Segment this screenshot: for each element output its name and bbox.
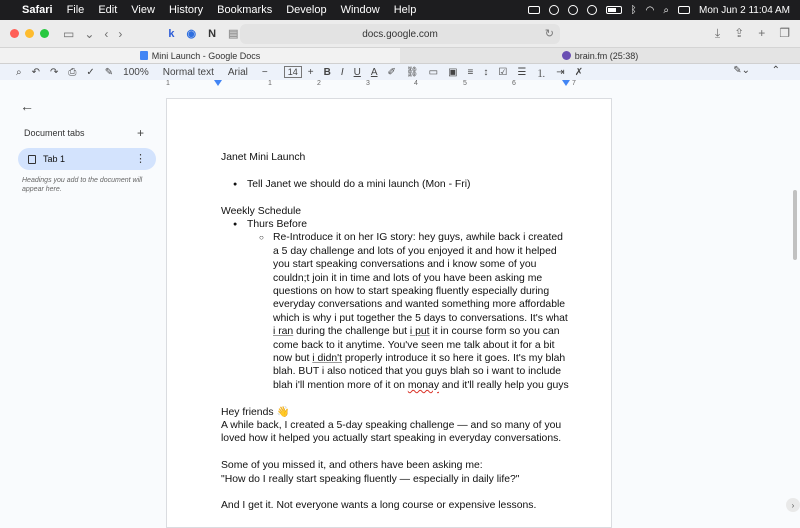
right-indent-marker[interactable]	[562, 80, 570, 86]
new-tab-icon[interactable]: +	[758, 26, 766, 40]
reintro-flagged-text[interactable]: i put	[409, 326, 430, 338]
checklist-icon[interactable]: ☑	[498, 66, 508, 78]
tab-brain-fm[interactable]	[400, 48, 800, 63]
url-text: docs.google.com	[362, 28, 438, 40]
link-icon[interactable]: ⛓	[405, 66, 419, 78]
tab-overview-icon[interactable]: ❐	[779, 26, 790, 40]
wifi-icon[interactable]: ◠	[645, 4, 655, 16]
zoom-window-button[interactable]	[40, 29, 49, 38]
close-window-button[interactable]	[10, 29, 19, 38]
screen-record-icon[interactable]	[528, 6, 540, 14]
bullet-reintroduce	[221, 231, 571, 392]
underline-button[interactable]: U	[353, 66, 361, 78]
macos-menu-bar	[0, 0, 800, 20]
download-icon[interactable]: ⤓	[714, 26, 721, 40]
increase-font-size-button[interactable]: +	[307, 66, 314, 78]
paragraph-3: And I get it. Not everyone wants a long course or expensive lessons.	[221, 500, 537, 512]
menu-window[interactable]: Window	[340, 4, 380, 16]
redo-icon[interactable]: ↷	[50, 66, 59, 78]
menu-bookmarks[interactable]: Bookmarks	[217, 4, 273, 16]
sidebar-tab-1[interactable]	[18, 148, 156, 170]
brain-fm-icon	[562, 51, 571, 60]
document-icon	[28, 155, 36, 164]
bullet-thurs-before: ● Thurs Before	[221, 218, 571, 231]
document-page[interactable]	[166, 98, 612, 528]
align-icon[interactable]: ≡	[467, 66, 474, 78]
ruler-label: 1	[268, 80, 272, 87]
line-spacing-icon[interactable]: ↕	[483, 66, 489, 78]
tab-title: brain.fm (25:38)	[574, 50, 639, 61]
reintro-flagged-text[interactable]: i didn't	[312, 353, 342, 365]
back-icon[interactable]: ‹	[104, 26, 109, 41]
document-outline-sidebar	[0, 90, 166, 520]
comment-icon[interactable]: ▭	[428, 66, 439, 78]
bluetooth-icon[interactable]: ᛒ	[630, 4, 637, 16]
play-icon[interactable]	[549, 5, 559, 15]
ruler-label: 1	[166, 80, 170, 87]
paragraph-1: A while back, I created a 5-day speaking challenge — and so many of you loved how it helped you actually start speaking in everyday conversations.	[221, 420, 562, 445]
collapse-menus-icon[interactable]: ⌃	[771, 65, 780, 76]
italic-button[interactable]: I	[340, 66, 344, 78]
status-tray	[528, 5, 790, 16]
reintro-text: Re-Introduce it on her IG story: hey guys, awhile back i created a 5 day challenge and lots of you enjoyed it and how it helped you start speaking conversations and i know some of you couldn;t join it in time and lots of you have been asking me questions on how to start speaking fluently especially during everyday conversations and wanted something more affordable which is why i put together the 5 days to conversations. It's what	[273, 232, 568, 324]
ruler	[166, 80, 612, 90]
sidebar-toggle-icon[interactable]: ▭	[63, 26, 75, 41]
timer-icon[interactable]	[568, 5, 578, 15]
doc-heading: Janet Mini Launch	[221, 152, 306, 163]
menu-app-name[interactable]: Safari	[22, 4, 53, 16]
numbered-list-icon[interactable]: ⒈	[536, 68, 547, 80]
undo-icon[interactable]: ↶	[31, 66, 40, 78]
left-indent-marker[interactable]	[214, 80, 222, 86]
focus-icon[interactable]	[587, 5, 597, 15]
bold-button[interactable]: B	[323, 66, 331, 78]
ruler-label: 7	[572, 80, 576, 87]
hey-friends-line: Hey friends 👋	[221, 406, 290, 418]
safari-toolbar	[0, 20, 800, 48]
menu-view[interactable]: View	[131, 4, 155, 16]
decrease-font-size-button[interactable]: −	[261, 66, 268, 78]
editing-mode-pen-icon[interactable]: ✎⌄	[733, 65, 750, 76]
extension-grey-icon[interactable]: ▤	[228, 28, 239, 40]
search-menus-icon[interactable]: ⌕	[16, 66, 22, 78]
add-tab-icon[interactable]: +	[137, 126, 145, 140]
forward-icon[interactable]: ›	[118, 26, 123, 41]
docs-toolbar	[0, 64, 800, 80]
expand-side-panel-icon[interactable]: ›	[786, 498, 800, 512]
paragraph-2: Some of you missed it, and others have been asking me:	[221, 460, 483, 472]
image-icon[interactable]: ▣	[448, 66, 458, 78]
toolbar-right-icons	[715, 26, 790, 41]
indent-icon[interactable]: ⇥	[556, 66, 565, 78]
reintro-flagged-text[interactable]: i ran	[273, 326, 294, 338]
extension-k-icon[interactable]: k	[168, 27, 175, 40]
weekly-schedule-heading: Weekly Schedule	[221, 205, 302, 217]
back-arrow-icon[interactable]: ←	[20, 98, 34, 114]
font-size-input[interactable]: 14	[284, 66, 302, 78]
bulleted-list-icon[interactable]: ☰	[517, 66, 527, 78]
print-icon[interactable]: ⎙	[68, 66, 77, 78]
address-bar[interactable]	[240, 24, 560, 44]
reintro-text: it in course form so you can come back to it anytime. You've seen me talk about it for a bit now but	[273, 326, 560, 365]
tab-mini-launch[interactable]	[0, 48, 400, 63]
ruler-label: 3	[366, 80, 370, 87]
spotlight-icon[interactable]: ⌕	[663, 4, 670, 16]
style-select[interactable]: Normal text	[162, 66, 214, 78]
minimize-window-button[interactable]	[25, 29, 34, 38]
highlight-icon[interactable]: ✐	[387, 66, 396, 78]
share-icon[interactable]: ⇪	[734, 26, 745, 40]
bullet-tell-janet: ● Tell Janet we should do a mini launch (Mon - Fri)	[221, 178, 571, 191]
ruler-label: 5	[463, 80, 467, 87]
google-docs-icon	[140, 51, 148, 60]
ruler-label: 2	[317, 80, 321, 87]
font-select[interactable]: Arial	[227, 66, 248, 78]
ruler-label: 4	[414, 80, 418, 87]
document-tabs-title: Document tabs	[24, 128, 85, 138]
reload-icon[interactable]: ↻	[544, 28, 554, 40]
clock-datetime[interactable]: Mon Jun 2 11:04 AM	[699, 4, 790, 16]
reintro-text: during the challenge but	[293, 326, 410, 338]
clear-formatting-icon[interactable]: ✗	[574, 66, 584, 78]
text-color-button[interactable]: A	[370, 66, 378, 78]
spellcheck-icon[interactable]: ✓	[86, 66, 95, 78]
chevron-down-icon[interactable]: ⌄	[84, 26, 95, 41]
quote-line: "How do I really start speaking fluently — especially in daily life?"	[221, 473, 520, 485]
control-center-icon[interactable]	[678, 6, 690, 14]
menu-develop[interactable]: Develop	[286, 4, 327, 16]
reintro-text: properly introduce it so here it goes. It's my blah blah. BUT i also noticed that you guys blah so i want to include blah i'll mention more of it on	[273, 353, 566, 391]
ruler-label: 6	[512, 80, 516, 87]
menu-history[interactable]: History	[168, 4, 204, 16]
menu-file[interactable]: File	[66, 4, 85, 16]
paint-format-icon[interactable]: ✎	[104, 66, 114, 78]
tab-title: Mini Launch - Google Docs	[151, 50, 261, 61]
reintro-text: and it'll really help you guys	[439, 379, 569, 391]
menu-edit[interactable]: Edit	[98, 4, 118, 16]
extension-blue-icon[interactable]: ◉	[186, 28, 197, 40]
headings-hint: Headings you add to the document will appear here.	[22, 177, 143, 193]
tab-label: Tab 1	[43, 154, 66, 164]
tab-bar	[0, 48, 800, 64]
reintro-misspelled-word[interactable]: monay	[407, 379, 440, 391]
document-content[interactable]	[221, 151, 571, 513]
notion-icon[interactable]: N	[208, 27, 217, 40]
window-controls	[10, 29, 49, 38]
menu-help[interactable]: Help	[393, 4, 417, 16]
zoom-select[interactable]: 100%	[123, 66, 149, 78]
vertical-scrollbar[interactable]	[793, 190, 797, 260]
battery-icon[interactable]	[606, 6, 622, 14]
more-options-icon[interactable]: ⋮	[135, 153, 146, 165]
